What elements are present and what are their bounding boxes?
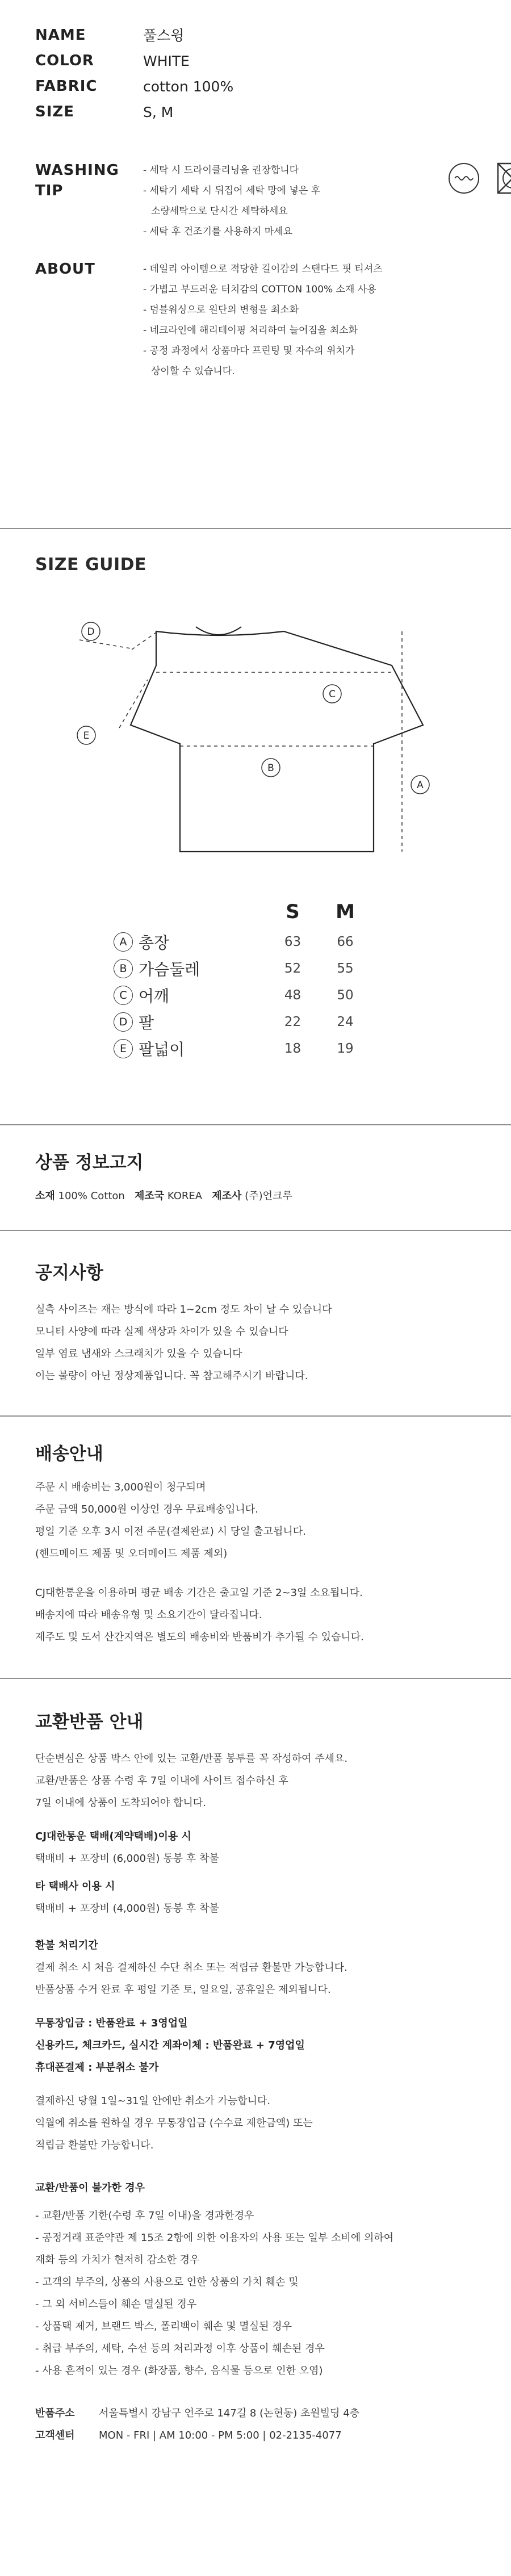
shipping-body bbox=[35, 1476, 476, 1648]
about-row bbox=[35, 259, 511, 382]
phone-payment-note: 익월에 취소를 원하실 경우 무통장입금 (수수료 제한금액) 또는 bbox=[35, 2117, 313, 2129]
care-icons bbox=[447, 161, 511, 198]
refund-title: 환불 처리기간 bbox=[35, 1940, 98, 1951]
size-guide bbox=[0, 529, 511, 1062]
goods-notice-section bbox=[0, 1125, 511, 1230]
maker-value: (주)언크루 bbox=[245, 1190, 292, 1202]
label-b bbox=[262, 759, 280, 777]
no-return-line: - 그 외 서비스들이 훼손 멸실된 경우 bbox=[35, 2298, 197, 2310]
exchange-line: 7일 이내에 상품이 도착되어야 합니다. bbox=[35, 1797, 206, 1809]
size-m-value: 24 bbox=[337, 1014, 354, 1029]
size-m-value: 50 bbox=[337, 987, 354, 1003]
other-courier-title: 타 택배사 이용 시 bbox=[35, 1880, 115, 1892]
origin-key: 제조국 bbox=[135, 1190, 165, 1202]
shipping-line: 주문 시 배송비는 3,000원이 청구되며 bbox=[35, 1481, 206, 1493]
washing-tip-list bbox=[143, 160, 320, 242]
product-info bbox=[0, 0, 511, 382]
exchange-line: 교환/반품은 상품 수령 후 7일 이내에 사이트 접수하신 후 bbox=[35, 1775, 288, 1787]
refund-line: 반품상품 수거 완료 후 평일 기준 토, 일요일, 공휴일은 제외됩니다. bbox=[35, 1984, 331, 1996]
size-m-value: 19 bbox=[337, 1041, 354, 1056]
about-line: - 공정 과정에서 상품마다 프린팅 및 자수의 위치가 bbox=[143, 345, 355, 357]
exchange-title: 교환반품 안내 bbox=[35, 1712, 144, 1732]
label-d bbox=[82, 622, 100, 640]
name-key: NAME bbox=[35, 27, 86, 44]
about-line: - 데일리 아이템으로 적당한 길이감의 스탠다드 핏 티셔츠 bbox=[143, 263, 383, 275]
card-line: 신용카드, 체크카드, 실시간 계좌이체 : 반품완료 + 7영업일 bbox=[35, 2039, 305, 2051]
svg-text:D: D bbox=[87, 626, 95, 638]
notice-line: 모니터 사양에 따라 실제 색상과 차이가 있을 수 있습니다 bbox=[35, 1326, 288, 1338]
shipping-line: CJ대한통운을 이용하며 평균 배송 기간은 출고일 기준 2~3일 소요됩니다. bbox=[35, 1587, 363, 1599]
label-e bbox=[77, 726, 95, 744]
size-table-header bbox=[114, 895, 511, 928]
fabric-value: cotton 100% bbox=[143, 78, 234, 95]
customer-center-row bbox=[35, 2424, 476, 2447]
size-row bbox=[114, 1035, 511, 1062]
label-a bbox=[411, 776, 429, 794]
material-key: 소재 bbox=[35, 1190, 55, 1202]
shipping-title: 배송안내 bbox=[35, 1444, 103, 1464]
measure-label: 총장 bbox=[139, 933, 170, 952]
customer-center-key: 고객센터 bbox=[35, 2430, 75, 2441]
return-address-value: 서울특별시 강남구 언주로 147길 8 (논현동) 초원빌딩 4층 bbox=[99, 2407, 360, 2419]
cj-title: CJ대한통운 택배(계약택배)이용 시 bbox=[35, 1831, 191, 1842]
no-return-line: - 고객의 부주의, 상품의 사용으로 인한 상품의 가치 훼손 및 bbox=[35, 2276, 299, 2288]
measure-badge: E bbox=[114, 1039, 133, 1058]
notice-title: 공지사항 bbox=[35, 1263, 103, 1283]
svg-text:E: E bbox=[83, 730, 90, 742]
shipping-line: (핸드메이드 제품 및 오더메이드 제품 제외) bbox=[35, 1548, 228, 1560]
cj-block bbox=[35, 1825, 476, 1870]
no-return-title: 교환/반품이 불가한 경우 bbox=[35, 2182, 145, 2194]
notice-section bbox=[0, 1231, 511, 1415]
return-address-key: 반품주소 bbox=[35, 2407, 75, 2419]
size-row bbox=[114, 955, 511, 982]
size-s-value: 22 bbox=[284, 1014, 301, 1029]
no-return-line: - 교환/반품 기한(수령 후 7일 이내)을 경과한경우 bbox=[35, 2210, 254, 2222]
about-key: ABOUT bbox=[35, 261, 95, 278]
about-line: - 네크라인에 해리테이핑 처리하여 늘어짐을 최소화 bbox=[143, 325, 358, 336]
washing-tip-row bbox=[35, 160, 511, 242]
size-s-value: 63 bbox=[284, 934, 301, 949]
shipping-line: 배송지에 따라 배송유형 및 소요기간이 달라집니다. bbox=[35, 1609, 262, 1621]
phone-payment-line: 휴대폰결제 : 부분취소 불가 bbox=[35, 2062, 159, 2074]
washing-tip: - 세탁기 세탁 시 뒤집어 세탁 망에 넣은 후 bbox=[143, 185, 321, 196]
size-s-value: 48 bbox=[284, 987, 301, 1003]
size-s-value: 18 bbox=[284, 1041, 301, 1056]
notice-line: 실측 사이즈는 재는 방식에 따라 1~2cm 정도 차이 날 수 있습니다 bbox=[35, 1304, 332, 1316]
size-m-value: 55 bbox=[337, 961, 354, 976]
notice-line: 일부 염료 냄새와 스크래치가 있을 수 있습니다 bbox=[35, 1348, 242, 1360]
sleeve-line bbox=[79, 640, 131, 648]
name-row bbox=[35, 23, 511, 48]
refund-block bbox=[35, 1934, 476, 2001]
material-value: 100% Cotton bbox=[58, 1190, 125, 1202]
customer-center-value: MON - FRI | AM 10:00 - PM 5:00 | 02-2135-4077 bbox=[99, 2430, 342, 2441]
washing-key-line2: TIP bbox=[35, 182, 64, 199]
about-line: - 가볍고 부드러운 터치감의 COTTON 100% 소재 사용 bbox=[143, 284, 376, 295]
goods-notice-title: 상품 정보고지 bbox=[35, 1153, 144, 1173]
notice-line: 이는 불량이 아닌 정상제품입니다. 꼭 참고해주시기 바랍니다. bbox=[35, 1370, 308, 1382]
svg-text:C: C bbox=[329, 689, 336, 700]
washing-tip: - 세탁 시 드라이클리닝을 권장합니다 bbox=[143, 165, 299, 176]
tshirt-outline bbox=[131, 631, 423, 852]
label-c bbox=[323, 685, 341, 703]
color-value: WHITE bbox=[143, 53, 190, 69]
washing-tip: - 세탁 후 건조기를 사용하지 마세요 bbox=[143, 226, 293, 237]
svg-text:B: B bbox=[267, 763, 274, 774]
size-header-s: S bbox=[286, 900, 300, 923]
size-row bbox=[114, 982, 511, 1008]
other-courier-block bbox=[35, 1875, 476, 1920]
about-line: - 덤블워싱으로 원단의 변형을 최소화 bbox=[143, 304, 299, 316]
size-m-value: 66 bbox=[337, 934, 354, 949]
contact-block bbox=[35, 2402, 476, 2447]
bank-transfer-line: 무통장입금 : 반품완료 + 3영업일 bbox=[35, 2017, 188, 2029]
no-return-line: - 상품택 제거, 브랜드 박스, 폴리백이 훼손 및 멸실된 경우 bbox=[35, 2321, 292, 2332]
no-return-line: - 취급 부주의, 세탁, 수선 등의 처리과정 이후 상품이 훼손된 경우 bbox=[35, 2343, 325, 2355]
no-return-line: - 공정거래 표준약관 제 15조 2항에 의한 이용자의 사용 또는 일부 소비에 의하여 bbox=[35, 2232, 394, 2244]
size-row bbox=[114, 928, 511, 955]
maker-key: 제조사 bbox=[212, 1190, 242, 1202]
sleeve-connector bbox=[132, 633, 156, 650]
no-tumble-dry-icon bbox=[496, 161, 511, 198]
size-header-m: M bbox=[336, 900, 355, 923]
fabric-row bbox=[35, 74, 511, 99]
washing-tip: 소량세탁으로 단시간 세탁하세요 bbox=[151, 206, 288, 217]
shipping-section bbox=[0, 1417, 511, 1678]
measure-label: 어깨 bbox=[139, 986, 170, 1006]
measure-label: 팔넓이 bbox=[139, 1040, 185, 1059]
measure-label: 가슴둘레 bbox=[139, 960, 200, 979]
cj-fee: 택배비 + 포장비 (6,000원) 동봉 후 착불 bbox=[35, 1853, 219, 1865]
size-table bbox=[114, 895, 511, 1062]
measure-badge: C bbox=[114, 986, 133, 1005]
origin-value: KOREA bbox=[167, 1190, 203, 1202]
color-key: COLOR bbox=[35, 52, 94, 69]
shipping-line: 제주도 및 도서 산간지역은 별도의 배송비와 반품비가 추가될 수 있습니다. bbox=[35, 1631, 364, 1643]
phone-payment-block bbox=[35, 2090, 476, 2156]
return-address-row bbox=[35, 2402, 476, 2424]
other-courier-fee: 택배비 + 포장비 (4,000원) 동봉 후 착불 bbox=[35, 1903, 219, 1915]
phone-payment-note: 적립금 환불만 가능합니다. bbox=[35, 2139, 154, 2151]
tshirt-diagram bbox=[34, 597, 443, 864]
size-value: S, M bbox=[143, 104, 174, 120]
sleeve-width-line bbox=[119, 680, 148, 728]
washing-tip-key bbox=[35, 160, 143, 201]
exchange-intro bbox=[35, 1748, 476, 1814]
size-s-value: 52 bbox=[284, 961, 301, 976]
goods-notice-line bbox=[35, 1185, 476, 1207]
measure-label: 팔 bbox=[139, 1013, 154, 1032]
measure-badge: D bbox=[114, 1012, 133, 1032]
refund-method-block bbox=[35, 2012, 476, 2079]
size-row bbox=[114, 1008, 511, 1035]
shipping-line: 평일 기준 오후 3시 이전 주문(결제완료) 시 당일 출고됩니다. bbox=[35, 1526, 306, 1538]
exchange-section bbox=[0, 1679, 511, 2469]
color-row bbox=[35, 48, 511, 74]
measure-badge: A bbox=[114, 932, 133, 952]
washing-key-line1: WASHING bbox=[35, 162, 119, 179]
no-return-line: - 사용 흔적이 있는 경우 (화장품, 향수, 음식물 등으로 인한 오염) bbox=[35, 2365, 323, 2377]
shipping-line: 주문 금액 50,000원 이상인 경우 무료배송입니다. bbox=[35, 1503, 258, 1515]
no-return-line: 재화 등의 가치가 현저히 감소한 경우 bbox=[35, 2254, 200, 2266]
measure-badge: B bbox=[114, 959, 133, 978]
neckline bbox=[196, 627, 241, 635]
refund-line: 결제 취소 시 처음 결제하신 수단 취소 또는 적립금 환불만 가능합니다. bbox=[35, 1962, 347, 1974]
exchange-line: 단순변심은 상품 박스 안에 있는 교환/반품 봉투를 꼭 작성하여 주세요. bbox=[35, 1753, 348, 1765]
phone-payment-note: 결제하신 당월 1일~31일 안에만 취소가 가능합니다. bbox=[35, 2095, 271, 2107]
size-row bbox=[35, 99, 511, 125]
size-guide-title: SIZE GUIDE bbox=[35, 555, 147, 575]
size-key: SIZE bbox=[35, 103, 75, 120]
about-list bbox=[143, 259, 383, 382]
name-value: 풀스윙 bbox=[143, 27, 185, 44]
notice-body bbox=[35, 1299, 476, 1387]
no-return-block bbox=[35, 2177, 476, 2382]
fabric-key: FABRIC bbox=[35, 78, 98, 95]
svg-text:A: A bbox=[417, 780, 424, 791]
about-line: 상이할 수 있습니다. bbox=[151, 366, 235, 377]
hand-wash-icon bbox=[447, 161, 481, 198]
